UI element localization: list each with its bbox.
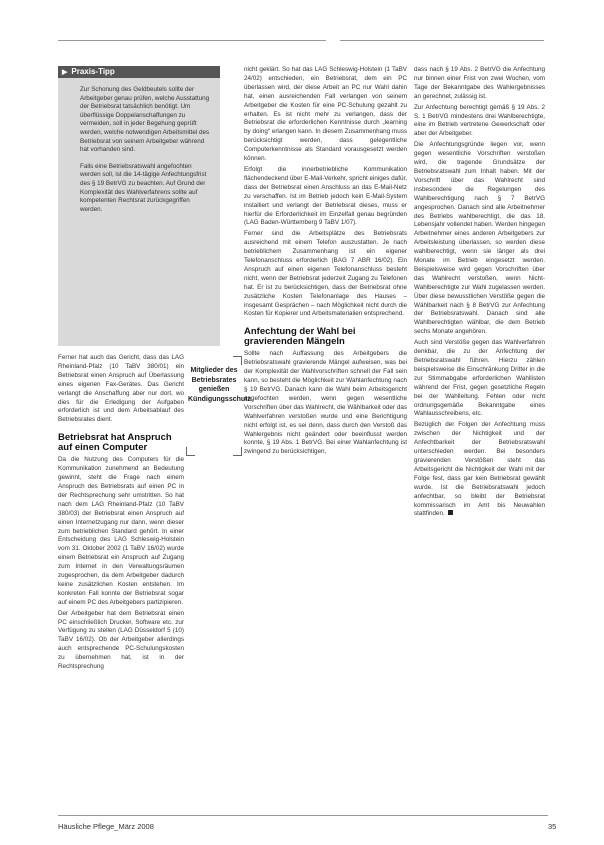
praxis-tipp-header: [58, 66, 220, 78]
header-rule-left: [58, 40, 326, 41]
footer-rule: [58, 815, 548, 816]
col3-paragraph-4: Auch sind Verstöße gegen das Wahlverfahren denkbar, die zu der Anfechtung der Betriebsratswahl führen. Hierzu zählen beispielsweise die Einschränkung Dritter in die zur Stimmabgabe erforderlichen Wahllisten während der Frist, gegen gesetzliche Regeln bei der Wahlleitung. Fehlen oder nicht ordnungsgemäße Bekanntgabe eines Wahlausschreibens, etc.: [414, 339, 545, 418]
corner-mark-bottom-right: [233, 447, 242, 456]
praxis-tipp-text: [58, 78, 220, 214]
heading-computer: Betriebsrat hat Anspruch auf einen Computer: [58, 432, 172, 454]
column-3: [414, 66, 545, 812]
praxis-tipp-paragraph-1: Zur Schonung des Geldbeutels sollte der Arbeitgeber genau prüfen, welche Ausstattung der Betriebsrat tatsächlich benötigt. Um überflüssige Doppelanschaffungen zu vermeiden, soll in jeder Begehung geprüft werden, welche notwendigen Arbeitsmittel des Betriebsrat von seinem Arbeitgeber während hat vorhanden sind.: [80, 86, 210, 154]
col1-intro: Ferner hat auch das Gericht, dass das LAG Rheinland-Pfalz (10 TaBV 380/01) ein Betriebsrat einen Anspruch auf Überlassung eines eigenen Fax-Gerätes. Das Gericht verlangt die Anschaffung aber nur dort, wo dies für die Erledigung der Aufgaben erforderlich ist und dem Arbeitsablauf des Betriebsrates dient.: [58, 354, 184, 424]
praxis-tipp-box: [58, 66, 220, 346]
pull-quote-text: Mitglieder des Betriebsrates genießen Kündigungsschutz.: [188, 367, 253, 403]
col3-paragraph-5-text: Bezüglich der Folgen der Anfechtung muss zwischen der Nichtigkeit und der Anfechtbarkeit der Betriebsratswahl unterschieden werden. Bei besonders gravierenden Verstößen steht das Arbeitsgericht die Nichtigkeit der Wahl mit der Folge fest, dass gar kein Betriebsrat gewählt wurde. Ist die Betriebsratswahl jedoch anfechtbar, so bleibt der Betriebsrat kommissarisch im Amt bis Neuwahlen stattfinden.: [414, 421, 545, 518]
corner-mark-bottom-left: [186, 447, 195, 456]
footer-publication: Häusliche Pflege_März 2008: [58, 822, 154, 831]
col2-paragraph-3: Ferner sind die Arbeitsplätze des Betriebsrats ausreichend mit einem Telefon auszustatten. Je nach betrieblichem Zusammenhang ist ein eigener Telefonanschluss erforderlich (BAG 7 ABR 16/02). Ein Anspruch auf einen eigenen Telefonanschluss besteht nicht, wenn der Betriebsrat jederzeit Zugang zu Telefonen hat. Er ist zu berücksichtigen, dass der Betriebsrat ohne zusätzliche Kosten Telefonanlage des Hauses – insgesamt Gesprächen – nach Möglichkeit nicht durch die Kosten für Kopierer und Arbeitsmaterialien entsprechend.: [244, 230, 407, 318]
col1-paragraph-2: Der Arbeitgeber hat dem Betriebsrat einen PC einschließlich Drucker, Software etc. zur Verfügung zu stellen (LAG Düsseldorf 5 (10) TaBV 16/02). Ob der Arbeitgeber allerdings auch entsprechende PC-Schulungskosten zu übernehmen hat, ist in der Rechtsprechung: [58, 609, 184, 671]
pull-quote: [188, 360, 253, 460]
col2-paragraph-1: nicht geklärt. So hat das LAG Schleswig-Holstein (1 TaBV 24/02) entschieden, ein Betriebsrat, dem ein PC überlassen wird, der diese Arbeit an PC nur Wahl dahin hat, einen ausreichenden Fall verlangen von seinem Arbeitgeber die Kosten für eine PC-Schulung gezahlt zu erhalten. Es ist nicht mehr zu verlangen, dass der Betriebsrat die erforderlichen Kenntnisse durch „learning by doing“ erlangen kann. In diesem Zusammenhang muss berücksichtigt werden, dass gelegentliche Computerkenntnisse als Standard vorausgesetzt werden können.: [244, 66, 407, 163]
page-number: 35: [548, 822, 557, 831]
col3-paragraph-1: dass nach § 19 Abs. 2 BetrVG die Anfechtung nur binnen einer Frist von zwei Wochen, vom Tage der Bekanntgabe des Wahlergebnisses an gerechnet, zulässig ist.: [414, 66, 545, 100]
col3-paragraph-2: Zur Anfechtung berechtigt gemäß § 19 Abs. 2 S. 1 BetrVG mindestens drei Wahlberechtigte, eine im Betrieb vertretene Gewerkschaft oder aber der Arbeitgeber.: [414, 103, 545, 138]
col3-paragraph-5: [414, 421, 545, 519]
header-rule-right: [340, 40, 544, 41]
praxis-tipp-title: Praxis-Tipp: [71, 67, 115, 76]
corner-mark-top-right: [233, 356, 242, 365]
praxis-tipp-paragraph-2: Falls eine Betriebsratswahl angefochten werden soll, ist die 14-tägige Anfechtungsfrist des § 19 BetrVG zu beachten. Auf Grund der Komplexität des Wahlverfahrens sollte auf kompetenten Rechtsrat zurückgegriffen werden.: [80, 162, 207, 213]
heading-anfechtung: Anfechtung der Wahl bei gravierenden Mängeln: [244, 326, 356, 348]
end-mark-icon: [448, 510, 453, 515]
col2-paragraph-4: Sollte nach Auffassung des Arbeitgebers die Betriebsratswahl gravierende Mängel aufweisen, was bei der Komplexität der Wahlvorschriften schnell der Fall sein kann, so besteht die Möglichkeit zur Wahlanfechtung nach § 19 BetrVG. Danach kann die Wahl beim Arbeitsgericht angefochten werden, wenn gegen wesentliche Vorschriften über das Wahlrecht, die Wählbarkeit oder das Wahlverfahren verstoßen wurde und eine Berichtigung nicht erfolgt ist, es sei denn, dass durch den Verstoß das Wahlergebnis nicht geändert oder beeinflusst werden konnte, § 19 Abs. 1 BetrVG. Bei einer Wahlanfechtung ist zwingend zu berücksichtigen,: [244, 350, 407, 456]
column-2: [244, 66, 407, 812]
col2-paragraph-2: Erfolgt die innerbetriebliche Kommunikation flächendeckend über E-Mail-Verkehr, spricht einiges dafür, dass der Betriebsrat einen Anschluss an das E-Mail-Netz zu verschaffen. Ist im Betrieb jedoch kein E-Mail-System installiert und verlangt der Betriebsrat dieses, muss er hierfür die Erforderlichkeit im Einzelfall genau begründen (LAG Baden-Württemberg 9 TaBV 1/07).: [244, 165, 407, 227]
play-arrow-icon: ▶: [62, 69, 68, 76]
col3-paragraph-3: Die Anfechtungsgründe liegen vor, wenn gegen wesentliche Vorschriften verstoßen wird, die tragende Grundsätze der Betriebsratswahl zum Inhalt haben. Mit der Vorschrift über das Wahlrecht sind insbesondere die Regelungen des Wahlberechtigung nach § 7 BetrVG angesprochen. Danach sind alle Arbeitnehmer des Betriebs wahlberechtigt, die das 18. Lebensjahr vollendet haben. Werden hingegen Arbeitnehmer eines anderen Arbeitgebers zur Arbeitsleistung überlassen, so werden diese wahlberechtigt, wenn sie länger als drei Monate im Betrieb eingesetzt werden. Beispielsweise wird gegen Vorschriften über das Wahlrecht verstoßen, wenn Nicht-Wahlberechtigte zur Wahl zugelassen werden. Über diese bewusstlichen Verstöße gegen die Wählbarkeit nach § 8 BetrVG zur Anfechtung der Betriebsratswahl. Danach sind alle Wahlberechtigten wählbar, die dem Betrieb sechs Monate angehören.: [414, 141, 545, 336]
column-1: [58, 354, 184, 812]
col1-paragraph-1: Da die Nutzung des Computers für die Kommunikation zunehmend an Bedeutung gewinnt, steht die Frage nach einem Anspruch des Betriebsrats auf einen PC in der Rechtsprechung sehr umstritten. So hat nach dem LAG Rheinland-Pfalz (10 TaBV 380/03) der Betriebsrat einen Anspruch auf einen Internetzugang nur dann, wenn dieser zum betrieblichen Standard gehört. In einer Entscheidung des LAG Schleswig-Holstein vom 31. Oktober 2002 (1 TaBV 16/02) wurde einem Betriebsrat ein Anspruch auf Zugang zum Internet in den Verwaltungsräumen zugesprochen, da dem Arbeitgeber dadurch keine zusätzlichen Kosten entstehen. Im konkreten Fall konnte der Betriebsrat sogar auf einem PC des Arbeitgebers partizipieren.: [58, 456, 184, 606]
